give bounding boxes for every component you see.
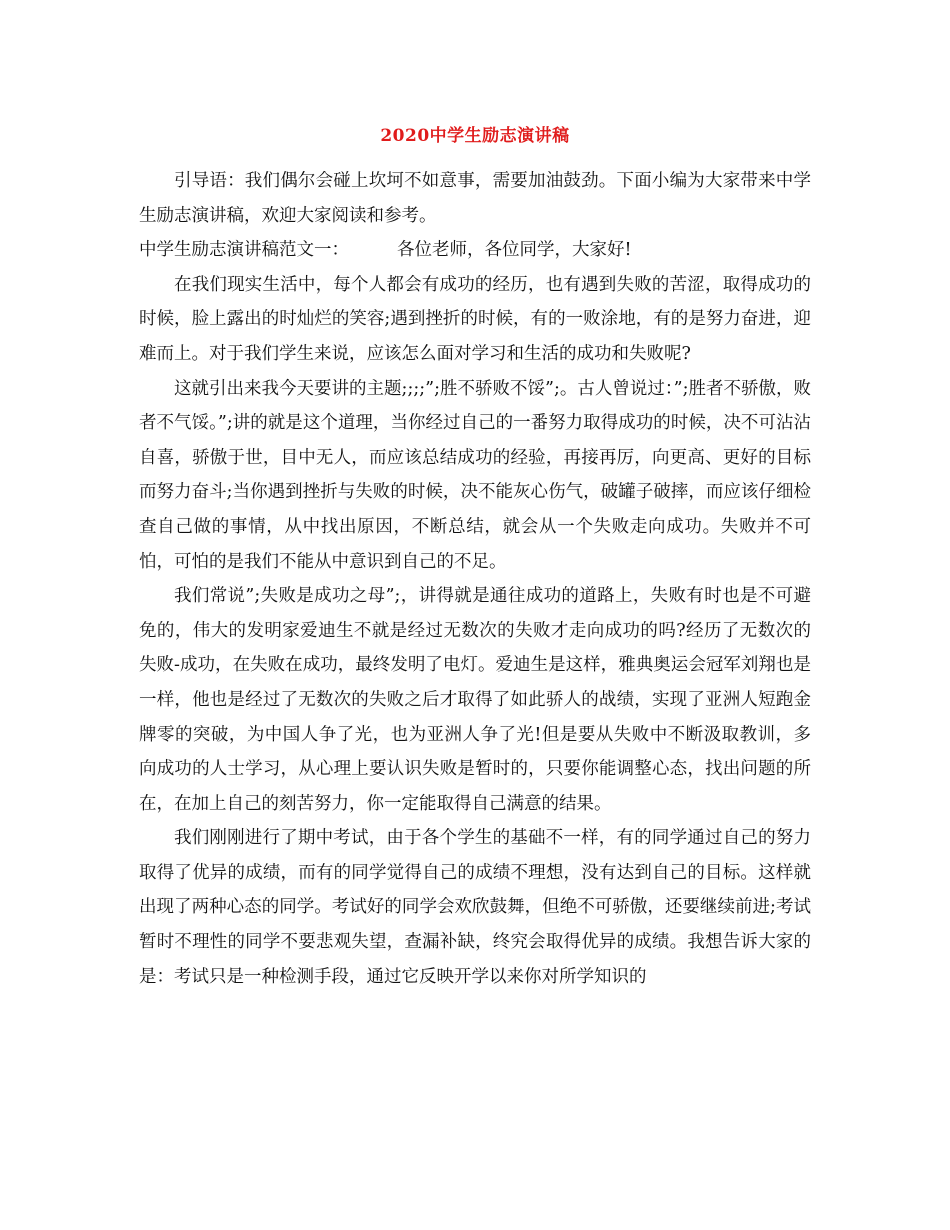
body-paragraph-1: 在我们现实生活中，每个人都会有成功的经历，也有遇到失败的苦涩，取得成功的时候，脸上露出的时灿烂的笑容;遇到挫折的时候，有的一败涂地，有的是努力奋进，迎难而上。对于我们学生来说，应该怎么面对学习和生活的成功和失败呢? (139, 274, 811, 364)
body-paragraph-4: 我们刚刚进行了期中考试，由于各个学生的基础不一样，有的同学通过自己的努力取得了优异的成绩，而有的同学觉得自己的成绩不理想，没有达到自己的目标。这样就出现了两种心态的同学。考试好的同学会欢欣鼓舞，但绝不可骄傲，还要继续前进;考试暂时不理性的同学不要悲观失望，查漏补缺，终究会取得优异的成绩。我想告诉大家的是：考试只是一种检测手段，通过它反映开学以来你对所学知识的 (139, 828, 811, 987)
greeting-text: 各位老师，各位同学，大家好! (397, 240, 632, 261)
intro-paragraph: 引导语：我们偶尔会碰上坎坷不如意事，需要加油鼓劲。下面小编为大家带来中学生励志演讲稿，欢迎大家阅读和参考。 (139, 171, 811, 226)
section-label: 中学生励志演讲稿范文一： (139, 240, 349, 261)
body-paragraph-2: 这就引出来我今天要讲的主题;;;;”;胜不骄败不馁”;。古人曾说过：”;胜者不骄傲，败者不气馁。”;讲的就是这个道理，当你经过自己的一番努力取得成功的时候，决不可沾沾自喜，骄傲于世，目中无人，而应该总结成功的经验，再接再厉，向更高、更好的目标而努力奋斗;当你遇到挫折与失败的时候，决不能灰心伤气，破罐子破摔，而应该仔细检查自己做的事情，从中找出原因，不断总结，就会从一个失败走向成功。失败并不可怕，可怕的是我们不能从中意识到自己的不足。 (139, 378, 811, 572)
document-title: 2020中学生励志演讲稿 (380, 126, 570, 146)
body-paragraph-3: 我们常说”;失败是成功之母”;，讲得就是通往成功的道路上，失败有时也是不可避免的，伟大的发明家爱迪生不就是经过无数次的失败才走向成功的吗?经历了无数次的失败-成功，在失败在成功，最终发明了电灯。爱迪生是这样，雅典奥运会冠军刘翔也是一样，他也是经过了无数次的失败之后才取得了如此骄人的战绩，实现了亚洲人短跑金牌零的突破，为中国人争了光，也为亚洲人争了光!但是要从失败中不断汲取教训，多向成功的人士学习，从心理上要认识失败是暂时的，只要你能调整心态，找出问题的所在，在加上自己的刻苦努力，你一定能取得自己满意的结果。 (139, 586, 811, 814)
document-body (139, 164, 811, 994)
section-heading-line (139, 233, 811, 268)
